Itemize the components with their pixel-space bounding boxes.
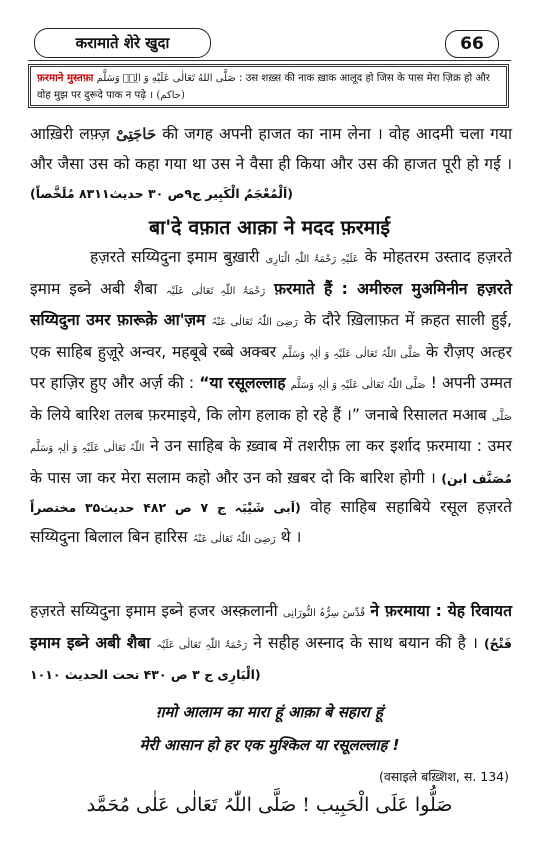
para2-text-d: के दौरे ख़िलाफ़त में क़हत साली हुई, एक साहिब हुज़ूरे अन्वर, महबूबे रब्बे अक्बर (30, 311, 512, 361)
poem-source: (वसाइले बख़्शिश, स. 134) (378, 769, 509, 784)
para1-text-a: आख़िरी लफ़्ज़ (30, 125, 110, 143)
farman-ref: (حاکم) (156, 90, 185, 101)
para2-arabic-f: صَلَّی اللّٰہُ تَعَالٰی عَلَیْہِ وَ اٰلِہٖ وَسَلَّم (30, 411, 512, 454)
farman-label: फ़रमाने मुस्तफ़ा (37, 73, 94, 84)
para2-text-e-bold: “या रसूलल्लाह (199, 374, 286, 392)
book-title: करामाते शेरे खुदा (34, 28, 211, 58)
page-number: 66 (445, 30, 499, 58)
section-heading: बा'दे वफ़ात आक़ा ने मदद फ़रमाई (149, 216, 390, 239)
para3-arabic-b: رَحْمَۃُ اللّٰہِ تَعَالٰی عَلَیْہ (156, 639, 248, 651)
para2-text-i: थे । (280, 527, 302, 546)
para1-text-b: की जगह अपनी हाजत का नाम लेना । वोह आदमी चला गया और जैसा उस को कहा गया था उस ने वैसा ही किया और उस की हाजत पूरी हो गई । (30, 125, 512, 173)
paragraph-1 (30, 120, 512, 209)
para3-text-a: हज़रते सय्यिदुना इमाम इब्ने हजर अस्क़लानी (30, 602, 278, 620)
para2-text-f: ! अपनी उम्मत के लिये बारिश तलब फ़रमाइये, कि लोग हलाक हो रहे हैं ।” जनाबे रिसालत मआब (30, 374, 512, 424)
para3-text-b: ने फ़रमाया : येह रिवायत इमाम इब्ने अबी शैबा (30, 602, 512, 652)
para2-text-c: फ़रमाते हैं : अमीरुल मुअमिनीन हज़रते सय्यिदुना उमर फ़ारूक़े आ'ज़म (30, 279, 513, 329)
para1-arabic-word: حَاجَتِیْ (115, 125, 157, 143)
poem-line-1: ग़मो आलाम का मारा हूं आक़ा बे सहारा हूं (156, 703, 383, 721)
para3-arabic-a: قُدِّسَ سِرُّہُ النُّورَانِی (283, 608, 365, 619)
poem-line-2: मेरी आसान हो हर एक मुश्किल या रसूलल्लाह ! (139, 736, 400, 754)
farman-box (28, 64, 509, 108)
farman-text: : उस शख़्स की नाक ख़ाक आलूद हो जिस के पास मेरा ज़िक्र हो और वोह मुझ पर दुरूदे पाक न पढ़े । (37, 73, 490, 101)
para2-citation: (مُصَنَّف ابن اَبی شَیْبَہ ج ۷ ص ۴۸۲ حدیث۳۵ مختصراً) (30, 470, 513, 515)
para2-arabic-d: صَلَّی اللّٰہُ تَعَالٰی عَلَیْہِ وَ اٰلِہٖ وَسَلَّم (281, 348, 421, 360)
para2-arabic-h: رَضِیَ اللّٰہُ تَعَالٰی عَنْہُ (192, 533, 276, 545)
para2-text-h: वोह साहिब सहाबिये रसूल हज़रते सय्यिदुना बिलाल बिन हारिस (30, 498, 512, 546)
para2-text-a: हज़रते सय्यिदुना इमाम बुख़ारी (90, 248, 260, 266)
paragraph-2 (30, 243, 512, 554)
farman-salutation: صَلَّى اللهُ تَعَالٰى عَلَيْهِ وَ الِهٖ وَسَلَّم (96, 73, 236, 84)
para2-text-g: ने उन साहिब के ख़्वाब में तशरीफ़ ला कर इर्शाद फ़रमाया : उमर के पास जा कर मेरा सलाम कहो और उन को ख़बर दो कि बारिश होगी । (30, 437, 512, 487)
para2-arabic-a: عَلَیْہِ رَحْمَۃُ اللّٰہِ الْبَارِی (265, 254, 359, 265)
header-rule (28, 60, 511, 61)
para2-text-e: के रौज़ए अत्हर पर हाज़िर हुए और अर्ज़ की : (30, 342, 512, 392)
para3-citation: (فَتْحُ الْبَارِی ج ۳ ص ۴۳۰ تحت الحدیث ۱۰۱۰) (30, 635, 512, 682)
para2-text-b: के मोहतरम उस्ताद हज़रते इमाम इब्ने अबी शैबा (30, 248, 512, 298)
salat-line: صَلُّوا عَلَی الْحَبِیب ! صَلَّی اللّٰہُ تَعَالٰی عَلٰی مُحَمَّد (86, 794, 453, 816)
para2-arabic-c: رَضِیَ اللّٰہُ تَعَالٰی عَنْہُ (211, 317, 298, 328)
para2-arabic-b: رَحْمَۃُ اللّٰہِ تَعَالٰی عَلَیْہ (166, 285, 266, 297)
paragraph-3 (30, 597, 512, 690)
para2-arabic-e: صَلَّی اللّٰہُ تَعَالٰی عَلَیْہِ وَ اٰلِہٖ وَسَلَّم (290, 380, 426, 391)
para3-text-c: ने सहीह अस्नाद के साथ बयान की है । (253, 633, 478, 652)
para1-citation: (اَلْمُعْجَمُ الْکَبِیر ج۹ص ۳۰ حدیث۸۳۱۱ مُلَخَّصاً) (30, 186, 293, 201)
